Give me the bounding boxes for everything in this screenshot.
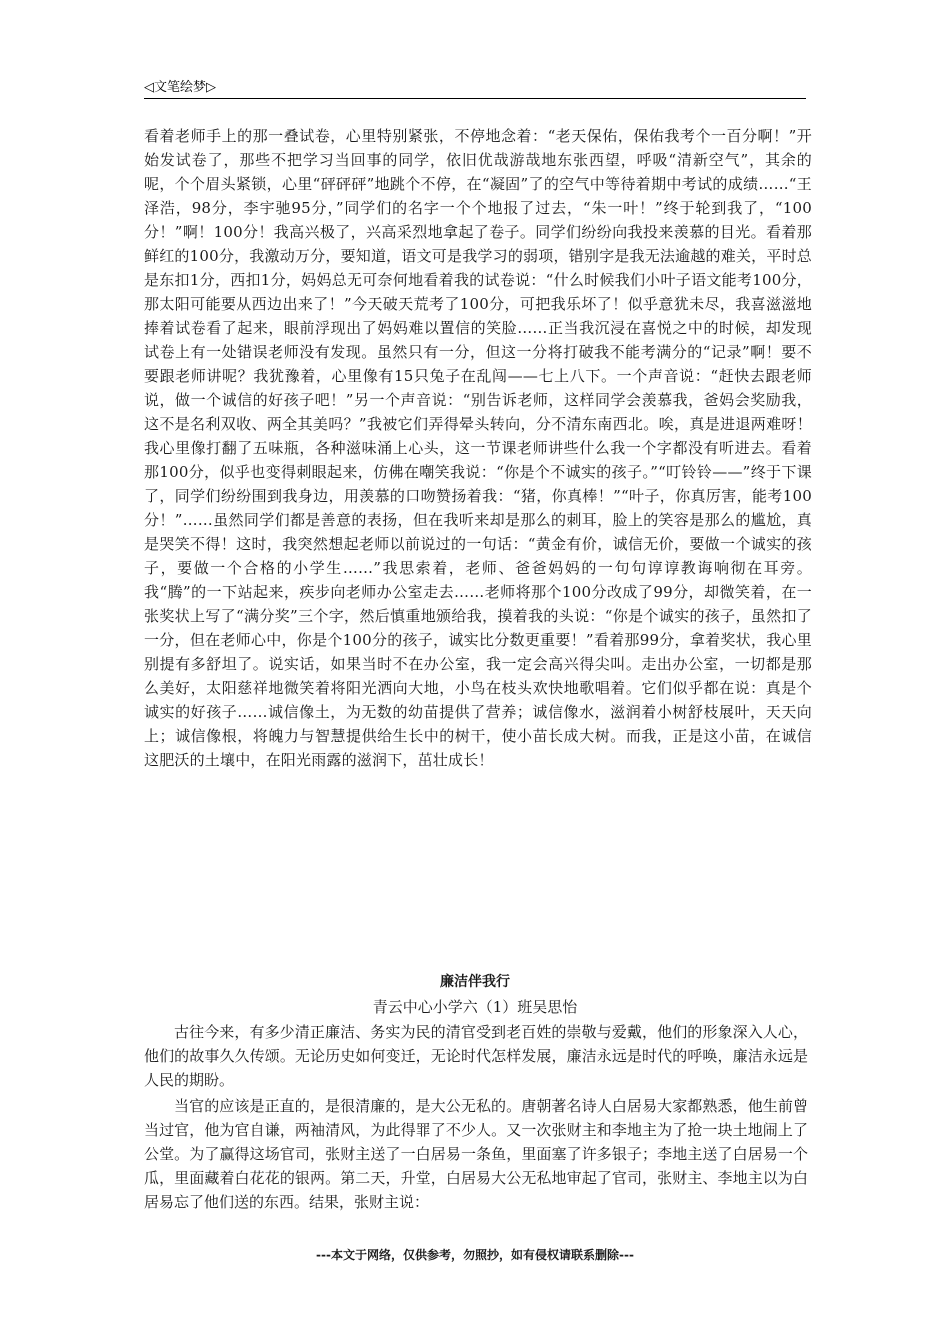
essay-paragraph: 古往今来，有多少清正廉洁、务实为民的清官受到老百姓的崇敬与爱戴，他们的形象深入人心，他们的故事久久传颂。无论历史如何变迁，无论时代怎样发展，廉洁永远是时代的呼唤，廉洁永远是人民的期盼。 — [144, 1023, 808, 1089]
story-paragraph: 看着老师手上的那一叠试卷，心里特别紧张，不停地念着：“老天保佑，保佑我考个一百分啊！”开始发试卷了，那些不把学习当回事的同学，依旧优哉游哉地东张西望，呼吸“清新空气”，其余的呢，个个眉头紧锁，心里“砰砰砰”地跳个不停，在“凝固”了的空气中等待着期中考试的成绩……“王泽浩，98分，李宇驰95分，”同学们的名字一个个地报了过去，“朱一叶！”终于轮到我了，“100分！”啊！100分！我高兴极了，兴高采烈地拿起了卷子。同学们纷纷向我投来羡慕的目光。看着那鲜红的100分，我激动万分，要知道，语文可是我学习的弱项，错别字是我无法逾越的难关，平时总是东扣1分，西扣1分，妈妈总无可奈何地看着我的试卷说：“什么时候我们小叶子语文能考100分，那太阳可能要从西边出来了！”今天破天荒考了100分，可把我乐坏了！似乎意犹未尽，我喜滋滋地捧着试卷看了起来，眼前浮现出了妈妈难以置信的笑脸……正当我沉浸在喜悦之中的时候，却发现试卷上有一处错误老师没有发现。虽然只有一分，但这一分将打破我不能考满分的“记录”啊！要不要跟老师讲呢？我犹豫着，心里像有15只兔子在乱闯——七上八下。一个声音说：“赶快去跟老师说，做一个诚信的好孩子吧！”另一个声音说：“别告诉老师，这样同学会羡慕我，爸妈会奖励我，这不是名利双收、两全其美吗？”我被它们弄得晕头转向，分不清东南西北。唉，真是进退两难呀！我心里像打翻了五味瓶，各种滋味涌上心头，这一节课老师讲些什么我一个字都没有听进去。看着那100分，似乎也变得刺眼起来，仿佛在嘲笑我说：“你是个不诚实的孩子。”“叮铃铃——”终于下课了，同学们纷纷围到我身边，用羡慕的口吻赞扬着我：“猪，你真棒！”“叶子，你真厉害，能考100分！”……虽然同学们都是善意的表扬，但在我听来却是那么的刺耳，脸上的笑容是那么的尴尬，真是哭笑不得！这时，我突然想起老师以前说过的一句话：“黄金有价，诚信无价，要做一个诚实的孩子，要做一个合格的小学生……”我思索着，老师、爸爸妈妈的一句句谆谆教诲响彻在耳旁。我“腾”的一下站起来，疾步向老师办公室走去……老师将那个100分改成了99分，却微笑着，在一张奖状上写了“满分奖”三个字，然后慎重地颁给我，摸着我的头说：“你是个诚实的孩子，虽然扣了一分，但在老师心中，你是个100分的孩子，诚实比分数更重要！”看着那99分，拿着奖状，我心里别提有多舒坦了。说实话，如果当时不在办公室，我一定会高兴得尖叫。走出办公室，一切都是那么美好，太阳慈祥地微笑着将阳光洒向大地，小鸟在枝头欢快地歌唱着。它们似乎都在说：真是个诚实的好孩子……诚信像土，为无数的幼苗提供了营养；诚信像水，滋润着小树舒枝展叶，天天向上；诚信像根，将魄力与智慧提供给生长中的树干，使小苗长成大树。而我，正是这小苗，在诚信这肥沃的土壤中，在阳光雨露的滋润下，茁壮成长！ — [144, 127, 812, 769]
header-title: ◁文笔绘梦▷ — [144, 80, 216, 95]
essay-body — [144, 1020, 808, 1216]
essay-paragraph: 当官的应该是正直的，是很清廉的，是大公无私的。唐朝著名诗人白居易大家都熟悉，他生前曾当过官，他为官自谦，两袖清风，为此得罪了不少人。又一次张财主和李地主为了抢一块土地闹上了公堂。为了赢得这场官司，张财主送了一白居易一条鱼，里面塞了许多银子；李地主送了白居易一个瓜，里面藏着白花花的银两。第二天，升堂，白居易大公无私地审起了官司，张财主、李地主以为白居易忘了他们送的东西。结果，张财主说： — [144, 1097, 808, 1211]
page-header — [144, 72, 806, 99]
essay-title: 廉洁伴我行 — [440, 974, 510, 990]
essay-author: 青云中心小学六（1）班吴思怡 — [372, 998, 578, 1016]
page-footer: ---本文于网络，仅供参考，勿照抄，如有侵权请联系删除--- — [316, 1248, 634, 1262]
